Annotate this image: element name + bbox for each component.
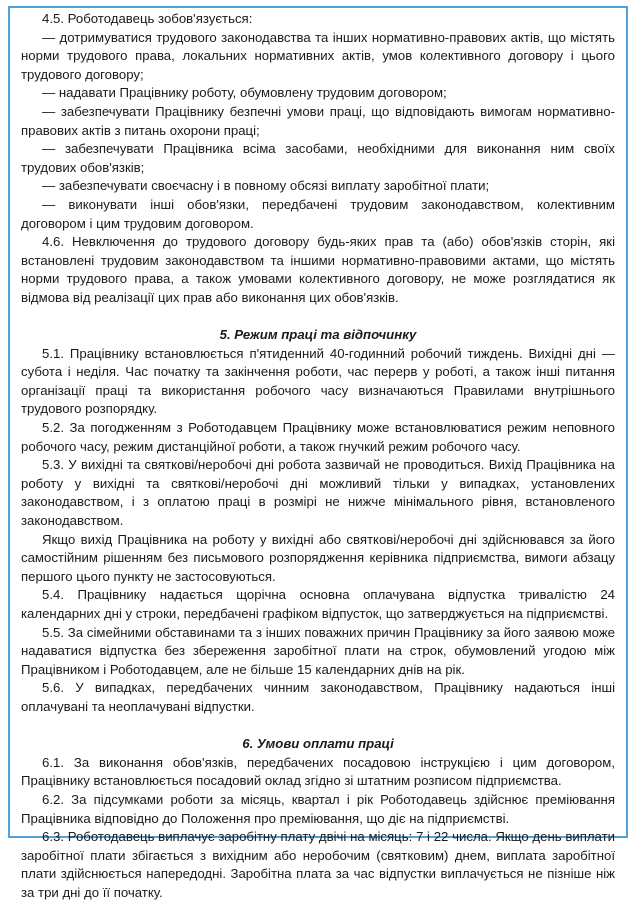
clause-5-4: 5.4. Працівнику надається щорічна основна оплачувана відпустка тривалістю 24 календарних дні у строки, передбачені графіком відпусток, що затверджується на підприємстві. [21,587,615,621]
clause-5-3-paragraph-2: Якщо вихід Працівника на роботу у вихідні або святкові/неробочі дні здійснювався за його самостійним рішенням без письмового розпорядження керівника підприємства, вимоги абзацу першого цього пункту не застосовуються. [21,531,615,584]
section-5-heading: 5. Режим праці та відпочинку [219,327,417,343]
clause-4-6: 4.6. Невключення до трудового договору будь-яких прав та (або) обов'язків сторін, які встановлені трудовим законодавством та іншими нормативно-правовими актами, що містять норми трудового права, а також умовами колективного договору, не може розглядатися як відмова від реалізації цих прав або виконання цих обов'язків. [21,234,615,305]
clause-5-1: 5.1. Працівнику встановлюється п'ятиденний 40-годинний робочий тиждень. Вихідні дні — субота і неділя. Час початку та закінчення роботи, час перерв у роботі, а також інші питання організації праці та використання робочого часу визначаються Правилами внутрішнього трудового розпорядку. [21,345,615,417]
clause-4-5-item: — забезпечувати Працівника всіма засобами, необхідними для виконання ним своїх трудових обов'язків; [21,141,615,175]
section-6-heading: 6. Умови оплати праці [242,736,394,752]
clause-4-5-item: — забезпечувати своєчасну і в повному обсязі виплату заробітної плати; [42,178,490,194]
clause-4-5-item: — виконувати інші обов'язки, передбачені трудовим законодавством, колективним договором і цим трудовим договором. [21,196,615,231]
clause-4-5-item: — дотримуватися трудового законодавства та інших нормативно-правових актів, що містять норми трудового права, локальних нормативних актів, умов колективного договору і цього трудового договору; [21,29,615,82]
clause-6-3: 6.3. Роботодавець виплачує заробітну плату двічі на місяць: 7 і 22 числа. Якщо день виплати заробітної плати збігається з вихідним або неробочим (святковим) днем, виплата заробітної плати здійснюється напередодні. Заробітна плата за час відпустки виплачується не пізніше ніж за три дні до її початку. [21,829,615,900]
clause-6-2: 6.2. За підсумками роботи за місяць, квартал і рік Роботодавець здійснює преміювання Працівника відповідно до Положення про преміювання, що діє на підприємстві. [21,791,615,826]
document-body [21,10,615,903]
clause-4-5-intro: 4.5. Роботодавець зобов'язується: [42,11,253,26]
clause-6-1: 6.1. За виконання обов'язків, передбачених посадовою інструкцією і цим договором, Працівнику встановлюється посадовий оклад згідно зі штатним розписом підприємства. [21,754,615,789]
clause-4-5-item: — надавати Працівнику роботу, обумовлену трудовим договором; [42,85,447,101]
clause-5-3: 5.3. У вихідні та святкові/неробочі дні робота зазвичай не проводиться. Вихід Працівника на роботу у вихідні та святкові/неробочі дні можливий тільки у випадках, установлених законодавством, і з оплатою праці в розмірі не нижче мінімального рівня, встановленого законодавством. [21,457,615,529]
clause-5-6: 5.6. У випадках, передбачених чинним законодавством, Працівнику надаються інші оплачувані та неоплачувані відпустки. [21,680,615,714]
clause-5-5: 5.5. За сімейними обставинами та з інших поважних причин Працівнику за його заявою може надаватися відпустка без збереження заробітної плати на строк, обумовлений угодою між Працівником і Роботодавцем, але не більше 15 календарних днів на рік. [21,624,615,677]
clause-4-5-item: — забезпечувати Працівнику безпечні умови праці, що відповідають вимогам нормативно-правових актів з питань охорони праці; [21,103,615,138]
clause-5-2: 5.2. За погодженням з Роботодавцем Працівнику може встановлюватися режим неповного робочого часу, режим дистанційної роботи, а також гнучкий режим робочого часу. [21,420,615,454]
